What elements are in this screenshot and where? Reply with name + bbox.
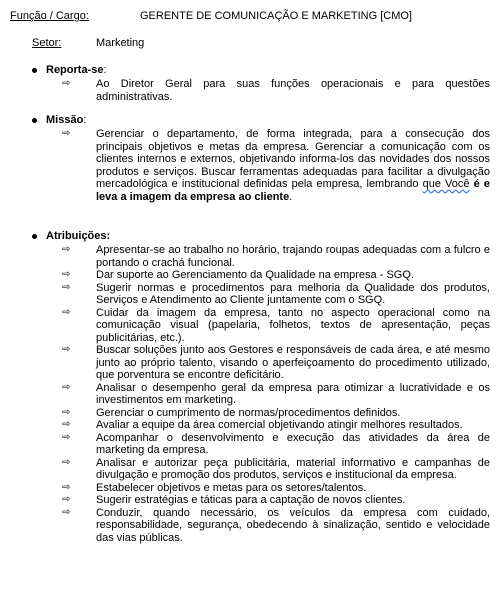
mission-title: Missão:	[46, 114, 87, 126]
list-item: ⇨ Analisar e autorizar peça publicitária, material informativo e campanhas de divulgação e promoção dos produtos, serviços e institucional da empresa.	[62, 456, 490, 481]
job-title-label: Função / Cargo:	[10, 10, 89, 22]
job-title-value: GERENTE DE COMUNICAÇÃO E MARKETING [CMO]	[140, 10, 412, 22]
department-row	[32, 37, 472, 51]
duties-title: Atribuições:	[46, 230, 111, 242]
list-item: ⇨ Conduzir, quando necessário, os veículos da empresa com cuidado, responsabilidade, segurança, obedecendo à sinalização, sentido e velocidade das vias públicas.	[62, 506, 490, 544]
list-item: ⇨ Ao Diretor Geral para suas funções operacionais e para questões administrativas.	[62, 78, 490, 103]
arrow-right-icon: ⇨	[62, 269, 71, 280]
arrow-right-icon: ⇨	[62, 244, 71, 255]
arrow-right-icon: ⇨	[62, 406, 71, 418]
arrow-right-icon: ⇨	[62, 431, 71, 443]
list-item: ⇨ Apresentar-se ao trabalho no horário, trajando roupas adequadas com a fulcro e portando o crachá funcional.	[62, 244, 490, 269]
list-item: ⇨ Buscar soluções junto aos Gestores e responsáveis de cada área, e até mesmo junto ao próprio talento, visando o aperfeiçoamento do procedimento utilizado, que porventura se encontre deficitário.	[62, 344, 490, 381]
department-value: Marketing	[96, 37, 145, 49]
mission-text: ⇨ Gerenciar o departamento, de forma integrada, para a consecução dos principais objetivos e metas da empresa. Gerenciar a comunicação com os clientes internos e externos, objetivando informa-los das novidades dos nossos produtos e serviços. Buscar ferramentas adequadas para facilitar a divulgação mercadológica e institucional definidas pela empresa, lembrando que Você é e leva a imagem da empresa ao cliente.	[62, 128, 490, 203]
list-item: ⇨ Analisar o desempenho geral da empresa para otimizar a lucratividade e os investimentos em marketing.	[62, 381, 490, 406]
arrow-right-icon: ⇨	[62, 78, 71, 89]
list-item: ⇨ Estabelecer objetivos e metas para os setores/talentos.	[62, 481, 367, 494]
list-item: ⇨ Avaliar a equipe da área comercial objetivando atingir melhores resultados.	[62, 419, 463, 431]
arrow-right-icon: ⇨	[62, 506, 71, 518]
mission-list	[62, 128, 490, 203]
reports-to-section	[32, 64, 490, 108]
arrow-right-icon: ⇨	[62, 481, 71, 493]
arrow-right-icon: ⇨	[62, 344, 71, 355]
list-item: ⇨ Acompanhar o desenvolvimento e execução das atividades da área de marketing da empresa.	[62, 431, 490, 456]
list-item: ⇨ Sugerir normas e procedimentos para melhoria da Qualidade dos produtos, Serviços e Atendimento ao Cliente juntamente com o SGQ.	[62, 281, 490, 306]
arrow-right-icon: ⇨	[62, 281, 71, 293]
list-item: ⇨ Dar suporte ao Gerenciamento da Qualidade na empresa - SGQ.	[62, 269, 414, 281]
arrow-right-icon: ⇨	[62, 306, 71, 318]
duties-section	[32, 230, 490, 590]
list-item: ⇨ Gerenciar o cumprimento de normas/procedimentos definidos.	[62, 406, 401, 419]
arrow-right-icon: ⇨	[62, 419, 71, 430]
bullet-icon	[32, 118, 37, 123]
job-title-header	[10, 10, 490, 24]
bullet-icon	[32, 68, 37, 73]
arrow-right-icon: ⇨	[62, 128, 71, 139]
arrow-right-icon: ⇨	[62, 381, 71, 393]
reports-to-list	[62, 78, 490, 103]
department-label: Setor:	[32, 37, 62, 49]
arrow-right-icon: ⇨	[62, 456, 71, 468]
list-item: ⇨ Cuidar da imagem da empresa, tanto no aspecto operacional como na comunicação visual (papelaria, folhetos, textos de apresentação, peças publicitárias, etc.).	[62, 306, 490, 344]
reports-to-title: Reporta-se:	[46, 64, 107, 76]
arrow-right-icon: ⇨	[62, 494, 71, 505]
mission-section	[32, 114, 490, 224]
duties-list	[62, 244, 490, 544]
list-item: ⇨ Sugerir estratégias e táticas para a captação de novos clientes.	[62, 494, 406, 506]
bullet-icon	[32, 234, 37, 239]
